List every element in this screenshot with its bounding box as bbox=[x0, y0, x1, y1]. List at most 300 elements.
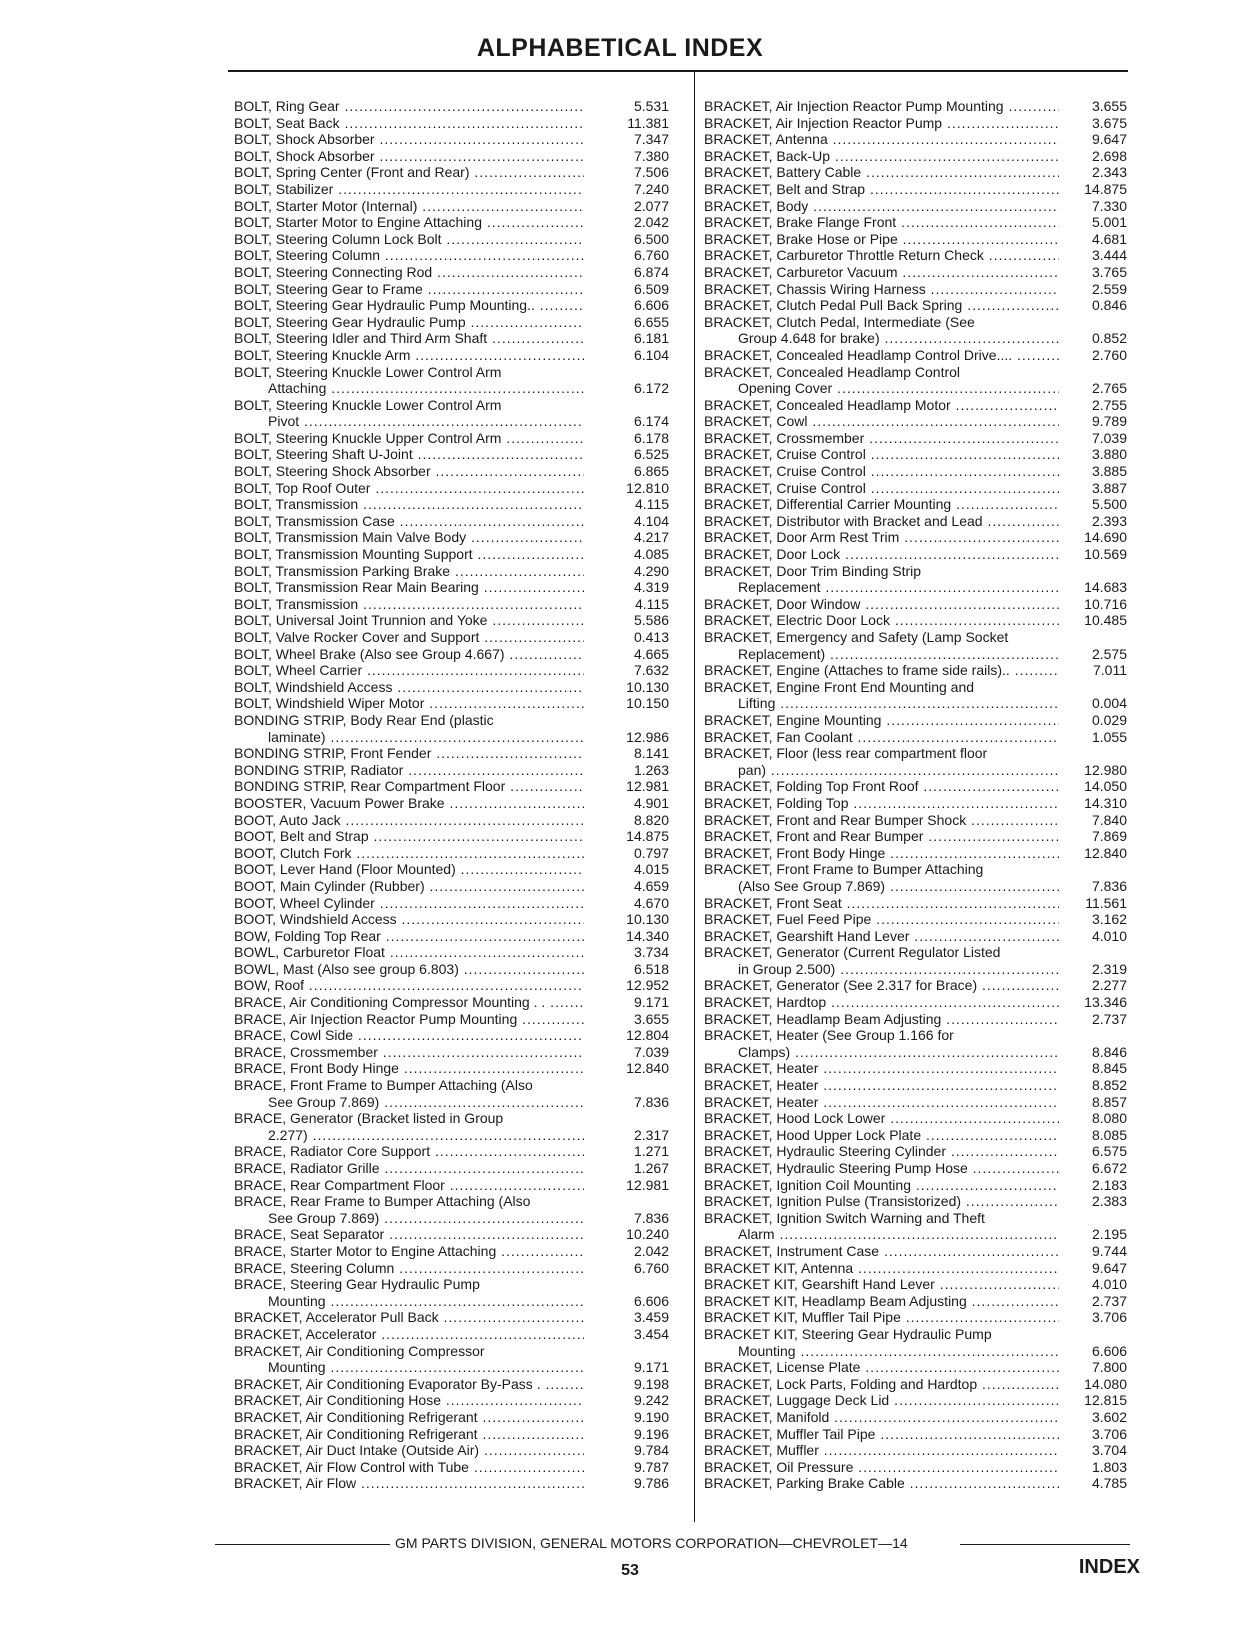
index-entry-ref: 12.804 bbox=[626, 1027, 669, 1044]
index-entry bbox=[704, 1309, 1127, 1326]
index-entry bbox=[704, 1010, 1127, 1028]
index-entry bbox=[704, 1292, 1127, 1310]
index-entry-ref: 6.760 bbox=[633, 1259, 669, 1276]
index-entry-ref: 2.383 bbox=[1091, 1193, 1127, 1210]
index-entry bbox=[234, 1127, 684, 1144]
index-entry-ref: 7.347 bbox=[633, 131, 669, 148]
index-entry-text: BRACKET, Hood Upper Lock Plate ..... bbox=[704, 1127, 1059, 1144]
index-entry bbox=[704, 396, 1127, 414]
index-entry-ref: 9.787 bbox=[633, 1458, 669, 1475]
index-entry bbox=[234, 264, 684, 281]
index-entry-ref: 2.755 bbox=[1091, 396, 1127, 413]
index-entry-text: BOLT, Steering Gear Hydraulic Pump Mounting.. ..... bbox=[234, 297, 584, 314]
index-entry-text: BRACKET, License Plate ..... bbox=[704, 1359, 1059, 1376]
index-entry bbox=[234, 1392, 684, 1409]
index-entry-ref: 4.104 bbox=[633, 512, 669, 529]
index-entry-text: BRACKET, Heater ..... bbox=[704, 1060, 1059, 1077]
index-entry-text: BRACKET, Ignition Switch Warning and Theft bbox=[704, 1209, 985, 1226]
index-entry bbox=[234, 214, 684, 231]
index-entry-text: BRACKET, Brake Flange Front ..... bbox=[704, 214, 1059, 231]
index-entry bbox=[704, 131, 1127, 148]
index-entry-text: BRACKET, Fan Coolant ..... bbox=[704, 729, 1059, 746]
index-entry bbox=[704, 147, 1127, 165]
index-entry bbox=[704, 512, 1127, 530]
index-entry-ref: 4.670 bbox=[633, 894, 669, 911]
index-entry-ref: 5.531 bbox=[633, 98, 669, 114]
index-entry-ref: 14.340 bbox=[626, 927, 669, 944]
index-entry-ref: 2.737 bbox=[1091, 1010, 1127, 1027]
index-entry-ref: 2.575 bbox=[1091, 645, 1127, 662]
index-entry-ref: 12.981 bbox=[626, 1176, 669, 1193]
index-entry-text: BRACKET KIT, Headlamp Beam Adjusting ..... bbox=[704, 1293, 1059, 1310]
index-entry bbox=[234, 1193, 684, 1210]
index-entry-ref: 3.675 bbox=[1091, 114, 1127, 131]
index-entry-ref: 4.319 bbox=[633, 579, 669, 596]
index-entry bbox=[704, 1408, 1127, 1426]
index-entry-text: BOLT, Transmission Parking Brake ..... bbox=[234, 563, 584, 580]
index-entry-ref: 14.875 bbox=[626, 828, 669, 845]
index-entry-text: BRACKET, Front Body Hinge ..... bbox=[704, 845, 1059, 862]
index-entry-ref: 9.190 bbox=[633, 1408, 669, 1425]
index-entry-ref: 6.500 bbox=[633, 230, 669, 247]
index-entry bbox=[234, 928, 684, 945]
index-entry bbox=[704, 364, 1114, 381]
index-entry bbox=[704, 977, 1127, 994]
index-entry bbox=[234, 164, 684, 181]
index-entry-text: BRACKET, Hood Lock Lower ..... bbox=[704, 1110, 1059, 1127]
index-entry-text: BRACE, Seat Separator ..... bbox=[234, 1226, 584, 1243]
index-entry-ref: 12.981 bbox=[626, 778, 669, 795]
index-entry-ref: 4.681 bbox=[1091, 230, 1127, 247]
index-entry bbox=[704, 563, 1114, 580]
index-entry-text: BOOT, Wheel Cylinder ..... bbox=[234, 895, 584, 912]
index-entry-text: BONDING STRIP, Front Fender ..... bbox=[234, 745, 584, 762]
index-entry-ref: 2.317 bbox=[633, 1126, 669, 1143]
index-entry-ref: 2.765 bbox=[1091, 380, 1127, 397]
index-entry-text: BRACKET, Engine Mounting ..... bbox=[704, 712, 1059, 729]
index-entry bbox=[234, 513, 684, 530]
index-entry bbox=[234, 397, 684, 414]
index-entry-ref: 5.001 bbox=[1091, 214, 1127, 231]
index-entry bbox=[234, 944, 684, 961]
index-entry-ref: 6.606 bbox=[633, 297, 669, 314]
index-entry-text: Attaching ..... bbox=[268, 380, 584, 397]
index-entry bbox=[704, 595, 1127, 613]
index-entry bbox=[704, 695, 1127, 712]
index-entry-text: Pivot ..... bbox=[268, 413, 584, 430]
index-entry bbox=[704, 1176, 1127, 1194]
index-entry-ref: 10.130 bbox=[626, 678, 669, 695]
index-entry bbox=[234, 579, 684, 596]
index-entry bbox=[234, 247, 684, 264]
index-entry bbox=[234, 1426, 684, 1443]
index-entry-ref: 3.885 bbox=[1091, 463, 1127, 480]
index-entry-ref: 8.141 bbox=[633, 745, 669, 762]
index-entry-ref: 10.130 bbox=[626, 911, 669, 928]
index-entry-ref: 8.845 bbox=[1091, 1060, 1127, 1077]
index-entry bbox=[234, 612, 684, 629]
index-entry bbox=[704, 778, 1127, 795]
index-entry-text: BRACE, Steering Gear Hydraulic Pump bbox=[234, 1276, 480, 1293]
index-entry-ref: 10.240 bbox=[626, 1226, 669, 1243]
index-entry bbox=[704, 98, 1127, 115]
index-entry-ref: 2.559 bbox=[1091, 280, 1127, 297]
index-entry-text: BRACKET KIT, Gearshift Hand Lever ..... bbox=[704, 1276, 1059, 1293]
index-entry bbox=[234, 596, 684, 613]
index-entry bbox=[234, 861, 684, 878]
index-entry-text: BRACE, Starter Motor to Engine Attaching ..... bbox=[234, 1243, 584, 1260]
index-entry-text: BRACKET, Concealed Headlamp Control Drive.... ..... bbox=[704, 347, 1059, 364]
index-entry bbox=[704, 1060, 1127, 1077]
index-entry bbox=[234, 430, 684, 447]
index-entry-ref: 11.561 bbox=[1085, 894, 1127, 911]
index-entry-ref: 6.874 bbox=[633, 263, 669, 280]
index-entry-text: BOLT, Steering Idler and Third Arm Shaft ..... bbox=[234, 330, 584, 347]
index-entry-text: Clamps) ..... bbox=[738, 1044, 1059, 1061]
index-entry-text: BRACKET, Heater ..... bbox=[704, 1077, 1059, 1094]
index-entry bbox=[234, 546, 684, 563]
index-entry-ref: 7.800 bbox=[1091, 1359, 1127, 1376]
index-entry-ref: 7.836 bbox=[633, 1093, 669, 1110]
index-entry bbox=[234, 330, 684, 347]
index-entry-text: BRACKET, Clutch Pedal Pull Back Spring ..... bbox=[704, 297, 1059, 314]
index-entry bbox=[234, 828, 684, 845]
index-entry-text: BRACKET, Door Arm Rest Trim ..... bbox=[704, 529, 1059, 546]
index-entry bbox=[704, 1375, 1127, 1393]
index-entry bbox=[234, 712, 684, 729]
index-entry bbox=[704, 794, 1127, 812]
index-entry-ref: 4.217 bbox=[633, 529, 669, 546]
index-entry-text: BOOT, Belt and Strap ..... bbox=[234, 828, 584, 845]
index-entry-text: BRACE, Cowl Side ..... bbox=[234, 1027, 584, 1044]
index-entry bbox=[704, 745, 1114, 762]
index-entry-text: BRACKET, Lock Parts, Folding and Hardtop ..... bbox=[704, 1376, 1059, 1393]
index-entry bbox=[704, 761, 1127, 779]
index-entry-ref: 12.980 bbox=[1084, 761, 1127, 778]
index-entry-ref: 0.846 bbox=[1091, 297, 1127, 314]
index-entry-ref: 0.413 bbox=[633, 629, 669, 645]
index-entry bbox=[234, 977, 684, 994]
index-entry-ref: 2.077 bbox=[633, 197, 669, 214]
index-entry-ref: 2.195 bbox=[1091, 1226, 1127, 1243]
index-entry-text: BONDING STRIP, Rear Compartment Floor ..... bbox=[234, 778, 584, 795]
index-entry bbox=[704, 944, 1114, 961]
index-entry-ref: 0.029 bbox=[1091, 711, 1127, 728]
index-entry-text: (Also See Group 7.869) ..... bbox=[738, 878, 1059, 895]
index-entry bbox=[234, 695, 684, 712]
index-entry-text: in Group 2.500) ..... bbox=[738, 961, 1059, 978]
index-entry-ref: 4.665 bbox=[633, 645, 669, 662]
index-entry bbox=[704, 180, 1127, 198]
index-entry-text: BOLT, Steering Column ..... bbox=[234, 247, 584, 264]
index-entry-text: BRACKET, Heater (See Group 1.166 for bbox=[704, 1027, 954, 1044]
index-entry bbox=[234, 1226, 684, 1243]
index-entry-text: Lifting ..... bbox=[738, 695, 1059, 712]
index-entry-text: BRACKET, Oil Pressure ..... bbox=[704, 1459, 1059, 1476]
index-entry bbox=[704, 429, 1127, 447]
index-entry-ref: 14.683 bbox=[1084, 579, 1127, 596]
index-entry-ref: 7.240 bbox=[633, 180, 669, 197]
index-entry bbox=[704, 1077, 1127, 1094]
index-entry-ref: 12.840 bbox=[1084, 844, 1127, 861]
index-entry-ref: 5.500 bbox=[1091, 496, 1127, 513]
index-entry-text: BOLT, Wheel Carrier ..... bbox=[234, 662, 584, 679]
index-entry bbox=[234, 314, 684, 331]
index-entry bbox=[704, 861, 1114, 878]
index-entry bbox=[704, 828, 1127, 845]
index-entry bbox=[234, 762, 684, 779]
index-entry bbox=[704, 463, 1127, 480]
index-entry-ref: 4.115 bbox=[635, 595, 669, 612]
index-entry bbox=[704, 1392, 1127, 1409]
index-entry bbox=[704, 346, 1127, 364]
index-entry-text: BRACKET, Distributor with Bracket and Lead ..... bbox=[704, 513, 1059, 530]
index-entry-text: BRACKET, Air Injection Reactor Pump Mounting ..... bbox=[704, 98, 1059, 115]
index-entry bbox=[234, 646, 684, 663]
index-entry-ref: 6.509 bbox=[633, 280, 669, 297]
index-entry-ref: 9.198 bbox=[633, 1375, 669, 1392]
index-entry bbox=[234, 563, 684, 580]
index-entry-text: BRACKET, Body ..... bbox=[704, 198, 1059, 215]
index-entry bbox=[704, 960, 1127, 978]
index-entry-text: BRACKET, Front Seat ..... bbox=[704, 895, 1059, 912]
index-entry-ref: 14.050 bbox=[1084, 778, 1127, 795]
footer-rule-left bbox=[215, 1544, 390, 1545]
index-entry-text: BRACKET, Chassis Wiring Harness ..... bbox=[704, 281, 1059, 298]
index-entry-text: BOLT, Steering Shock Absorber ..... bbox=[234, 463, 584, 480]
index-entry-ref: 10.716 bbox=[1084, 595, 1127, 612]
index-entry-ref: 3.734 bbox=[633, 944, 669, 961]
index-entry-text: BOLT, Transmission Rear Main Bearing ..... bbox=[234, 579, 584, 596]
index-entry-text: BRACKET, Cruise Control ..... bbox=[704, 480, 1059, 497]
footer-rule-right bbox=[960, 1544, 1130, 1545]
index-entry-text: BRACKET, Emergency and Safety (Lamp Socket bbox=[704, 629, 1009, 645]
index-entry bbox=[234, 629, 684, 646]
index-entry-text: BRACKET, Carburetor Vacuum ..... bbox=[704, 264, 1059, 281]
index-entry-ref: 6.865 bbox=[633, 463, 669, 480]
index-entry-ref: 10.569 bbox=[1084, 546, 1127, 563]
index-entry-text: BRACKET, Crossmember ..... bbox=[704, 430, 1059, 447]
page-title: ALPHABETICAL INDEX bbox=[476, 34, 764, 62]
index-entry-ref: 14.875 bbox=[1084, 180, 1127, 197]
index-entry bbox=[704, 645, 1127, 663]
index-entry-ref: 12.952 bbox=[626, 977, 669, 994]
index-entry-ref: 12.815 bbox=[1084, 1392, 1127, 1409]
index-entry bbox=[234, 1243, 684, 1260]
index-entry-text: Alarm ..... bbox=[738, 1226, 1059, 1243]
index-entry bbox=[704, 446, 1127, 463]
index-entry-text: Mounting ..... bbox=[738, 1343, 1059, 1360]
index-entry-text: BOWL, Mast (Also see group 6.803) ..... bbox=[234, 961, 584, 978]
index-entry-ref: 8.846 bbox=[1091, 1043, 1127, 1060]
index-entry bbox=[234, 911, 684, 928]
index-entry-text: BRACKET, Folding Top ..... bbox=[704, 795, 1059, 812]
index-entry-text: BRACKET, Front Frame to Bumper Attaching bbox=[704, 861, 984, 878]
index-entry-text: BOLT, Universal Joint Trunnion and Yoke ..... bbox=[234, 612, 584, 629]
index-entry-ref: 7.840 bbox=[1091, 811, 1127, 828]
index-entry bbox=[704, 197, 1127, 215]
index-entry-text: BOLT, Transmission ..... bbox=[234, 596, 584, 613]
index-entry bbox=[234, 895, 684, 912]
index-entry-text: BRACKET, Back-Up ..... bbox=[704, 148, 1059, 165]
index-entry-ref: 6.178 bbox=[633, 429, 669, 446]
index-entry-text: BRACKET, Door Window ..... bbox=[704, 596, 1059, 613]
index-entry-text: BOLT, Stabilizer ..... bbox=[234, 181, 584, 198]
index-entry bbox=[704, 1242, 1127, 1260]
index-entry bbox=[234, 1094, 684, 1111]
index-entry bbox=[704, 230, 1127, 248]
index-entry-text: BRACKET, Door Lock ..... bbox=[704, 546, 1059, 563]
index-entry-ref: 6.606 bbox=[633, 1292, 669, 1309]
index-entry bbox=[234, 1409, 684, 1426]
index-entry-text: BRACKET, Air Duct Intake (Outside Air) ..... bbox=[234, 1442, 584, 1459]
index-entry bbox=[704, 1193, 1127, 1210]
index-entry bbox=[704, 894, 1127, 912]
index-entry bbox=[234, 795, 684, 812]
index-entry-ref: 4.015 bbox=[633, 861, 669, 878]
index-entry-ref: 7.380 bbox=[633, 147, 669, 164]
index-entry bbox=[234, 1459, 684, 1476]
index-entry bbox=[704, 1143, 1127, 1160]
index-entry bbox=[704, 1027, 1114, 1044]
index-column-right bbox=[704, 98, 1127, 1492]
index-entry-text: BRACE, Crossmember ..... bbox=[234, 1044, 584, 1061]
index-entry-ref: 8.852 bbox=[1091, 1077, 1127, 1094]
index-entry-text: BOLT, Steering Gear Hydraulic Pump ..... bbox=[234, 314, 584, 331]
index-entry-ref: 2.343 bbox=[1091, 164, 1127, 181]
index-entry-ref: 10.150 bbox=[626, 695, 669, 712]
index-entry bbox=[234, 413, 684, 430]
index-entry-text: BOOT, Windshield Access ..... bbox=[234, 911, 584, 928]
index-entry bbox=[704, 662, 1127, 679]
index-entry-text: BRACKET, Engine (Attaches to frame side rails).. ..... bbox=[704, 662, 1059, 679]
index-entry-text: Replacement) ..... bbox=[738, 646, 1059, 663]
index-entry bbox=[234, 148, 684, 165]
index-entry-ref: 3.880 bbox=[1091, 446, 1127, 463]
index-entry bbox=[234, 745, 684, 762]
index-entry-ref: 3.706 bbox=[1091, 1425, 1127, 1442]
index-entry bbox=[704, 1342, 1127, 1360]
index-entry-ref: 0.797 bbox=[633, 844, 669, 861]
index-entry-ref: 1.803 bbox=[1091, 1458, 1127, 1475]
index-entry-ref: 9.647 bbox=[1091, 1259, 1127, 1276]
index-entry-text: laminate) ..... bbox=[268, 729, 584, 746]
index-entry-ref: 3.704 bbox=[1091, 1442, 1127, 1459]
index-entry bbox=[704, 1458, 1127, 1476]
index-entry-text: BRACKET, Muffler Tail Pipe ..... bbox=[704, 1426, 1059, 1443]
index-entry-text: BOLT, Steering Knuckle Lower Control Arm bbox=[234, 396, 502, 413]
index-entry-ref: 2.277 bbox=[1091, 977, 1127, 994]
index-entry-text: BOOT, Clutch Fork ..... bbox=[234, 845, 584, 862]
index-entry-text: BRACKET, Gearshift Hand Lever ..... bbox=[704, 928, 1059, 945]
index-entry-ref: 9.196 bbox=[633, 1425, 669, 1442]
index-entry bbox=[704, 1425, 1127, 1443]
index-entry-ref: 9.171 bbox=[633, 1359, 669, 1376]
index-entry-text: BRACKET, Cowl ..... bbox=[704, 413, 1059, 430]
index-entry-ref: 7.039 bbox=[1091, 429, 1127, 446]
index-entry bbox=[234, 1442, 684, 1459]
index-entry-text: BRACKET, Generator (See 2.317 for Brace) ..... bbox=[704, 977, 1059, 994]
index-entry bbox=[704, 297, 1127, 314]
index-entry-text: BOLT, Shock Absorber ..... bbox=[234, 148, 584, 165]
index-entry-ref: 3.459 bbox=[633, 1309, 669, 1326]
index-entry-text: BOLT, Steering Gear to Frame ..... bbox=[234, 281, 584, 298]
index-entry bbox=[234, 812, 684, 829]
index-entry-text: BRACKET, Air Conditioning Refrigerant ..... bbox=[234, 1409, 584, 1426]
index-entry-ref: 7.330 bbox=[1091, 197, 1127, 214]
index-entry-ref: 2.760 bbox=[1091, 346, 1127, 363]
index-entry-text: BRACKET, Air Conditioning Compressor bbox=[234, 1342, 485, 1359]
index-entry-ref: 10.485 bbox=[1084, 612, 1127, 629]
index-entry bbox=[234, 1260, 684, 1277]
footer-publisher: GM PARTS DIVISION, GENERAL MOTORS CORPORATION—CHEVROLET—14 bbox=[395, 1535, 908, 1551]
index-entry bbox=[704, 1210, 1114, 1227]
index-entry-text: BOOSTER, Vacuum Power Brake ..... bbox=[234, 795, 584, 812]
index-entry-text: BRACKET, Heater ..... bbox=[704, 1094, 1059, 1111]
index-entry-text: BRACE, Generator (Bracket listed in Group bbox=[234, 1110, 504, 1127]
index-entry-text: BRACKET, Air Conditioning Hose ..... bbox=[234, 1392, 584, 1409]
index-entry-text: BRACKET, Clutch Pedal, Intermediate (See bbox=[704, 313, 975, 330]
index-entry-text: BOLT, Transmission ..... bbox=[234, 496, 584, 513]
index-entry bbox=[704, 1126, 1127, 1144]
index-entry-ref: 7.869 bbox=[1091, 828, 1127, 845]
index-entry bbox=[234, 662, 684, 679]
index-entry bbox=[234, 1160, 684, 1177]
index-entry-text: BOLT, Starter Motor (Internal) ..... bbox=[234, 198, 584, 215]
index-entry bbox=[704, 247, 1127, 264]
index-entry-text: BOLT, Shock Absorber ..... bbox=[234, 131, 584, 148]
index-entry bbox=[704, 811, 1127, 829]
index-entry bbox=[234, 1060, 684, 1077]
index-entry-text: BRACKET, Ignition Coil Mounting ..... bbox=[704, 1177, 1059, 1194]
index-entry-text: BOLT, Steering Knuckle Lower Control Arm bbox=[234, 363, 502, 380]
index-entry-text: BONDING STRIP, Body Rear End (plastic bbox=[234, 711, 494, 728]
index-entry-text: BRACKET, Fuel Feed Pipe ..... bbox=[704, 911, 1059, 928]
index-entry-ref: 8.857 bbox=[1091, 1093, 1127, 1110]
index-entry-text: BRACE, Radiator Grille ..... bbox=[234, 1160, 584, 1177]
index-entry bbox=[234, 446, 684, 463]
index-entry-ref: 2.698 bbox=[1091, 147, 1127, 164]
index-entry bbox=[704, 1475, 1127, 1492]
index-entry-text: BRACKET, Hardtop ..... bbox=[704, 994, 1059, 1011]
index-entry-text: Opening Cover ..... bbox=[738, 380, 1059, 397]
index-entry bbox=[704, 1359, 1127, 1376]
index-entry-ref: 2.042 bbox=[633, 1242, 669, 1259]
index-entry-text: BRACKET, Front and Rear Bumper ..... bbox=[704, 828, 1059, 845]
index-entry bbox=[704, 728, 1127, 746]
index-entry-text: BOLT, Steering Column Lock Bolt ..... bbox=[234, 231, 584, 248]
index-entry-ref: 14.080 bbox=[1084, 1375, 1127, 1392]
index-entry-ref: 4.290 bbox=[633, 562, 669, 579]
index-entry-text: BRACKET, Hydraulic Steering Cylinder ..... bbox=[704, 1143, 1059, 1160]
index-entry bbox=[704, 214, 1127, 231]
index-entry bbox=[234, 115, 684, 132]
index-entry-text: BRACKET, Carburetor Throttle Return Check ..... bbox=[704, 247, 1059, 264]
index-entry-text: BRACKET, Battery Cable ..... bbox=[704, 164, 1059, 181]
index-entry bbox=[234, 347, 684, 364]
index-entry-text: BOLT, Starter Motor to Engine Attaching ..... bbox=[234, 214, 584, 231]
index-entry-ref: 12.810 bbox=[626, 479, 669, 496]
index-entry-ref: 7.039 bbox=[633, 1043, 669, 1060]
index-entry bbox=[234, 729, 684, 746]
index-entry bbox=[704, 1276, 1127, 1293]
index-entry-ref: 11.381 bbox=[627, 114, 669, 131]
index-entry bbox=[234, 1011, 684, 1028]
index-entry bbox=[234, 679, 684, 696]
index-entry-ref: 0.004 bbox=[1091, 695, 1127, 712]
index-entry bbox=[704, 263, 1127, 281]
index-entry-text: Mounting ..... bbox=[268, 1293, 584, 1310]
